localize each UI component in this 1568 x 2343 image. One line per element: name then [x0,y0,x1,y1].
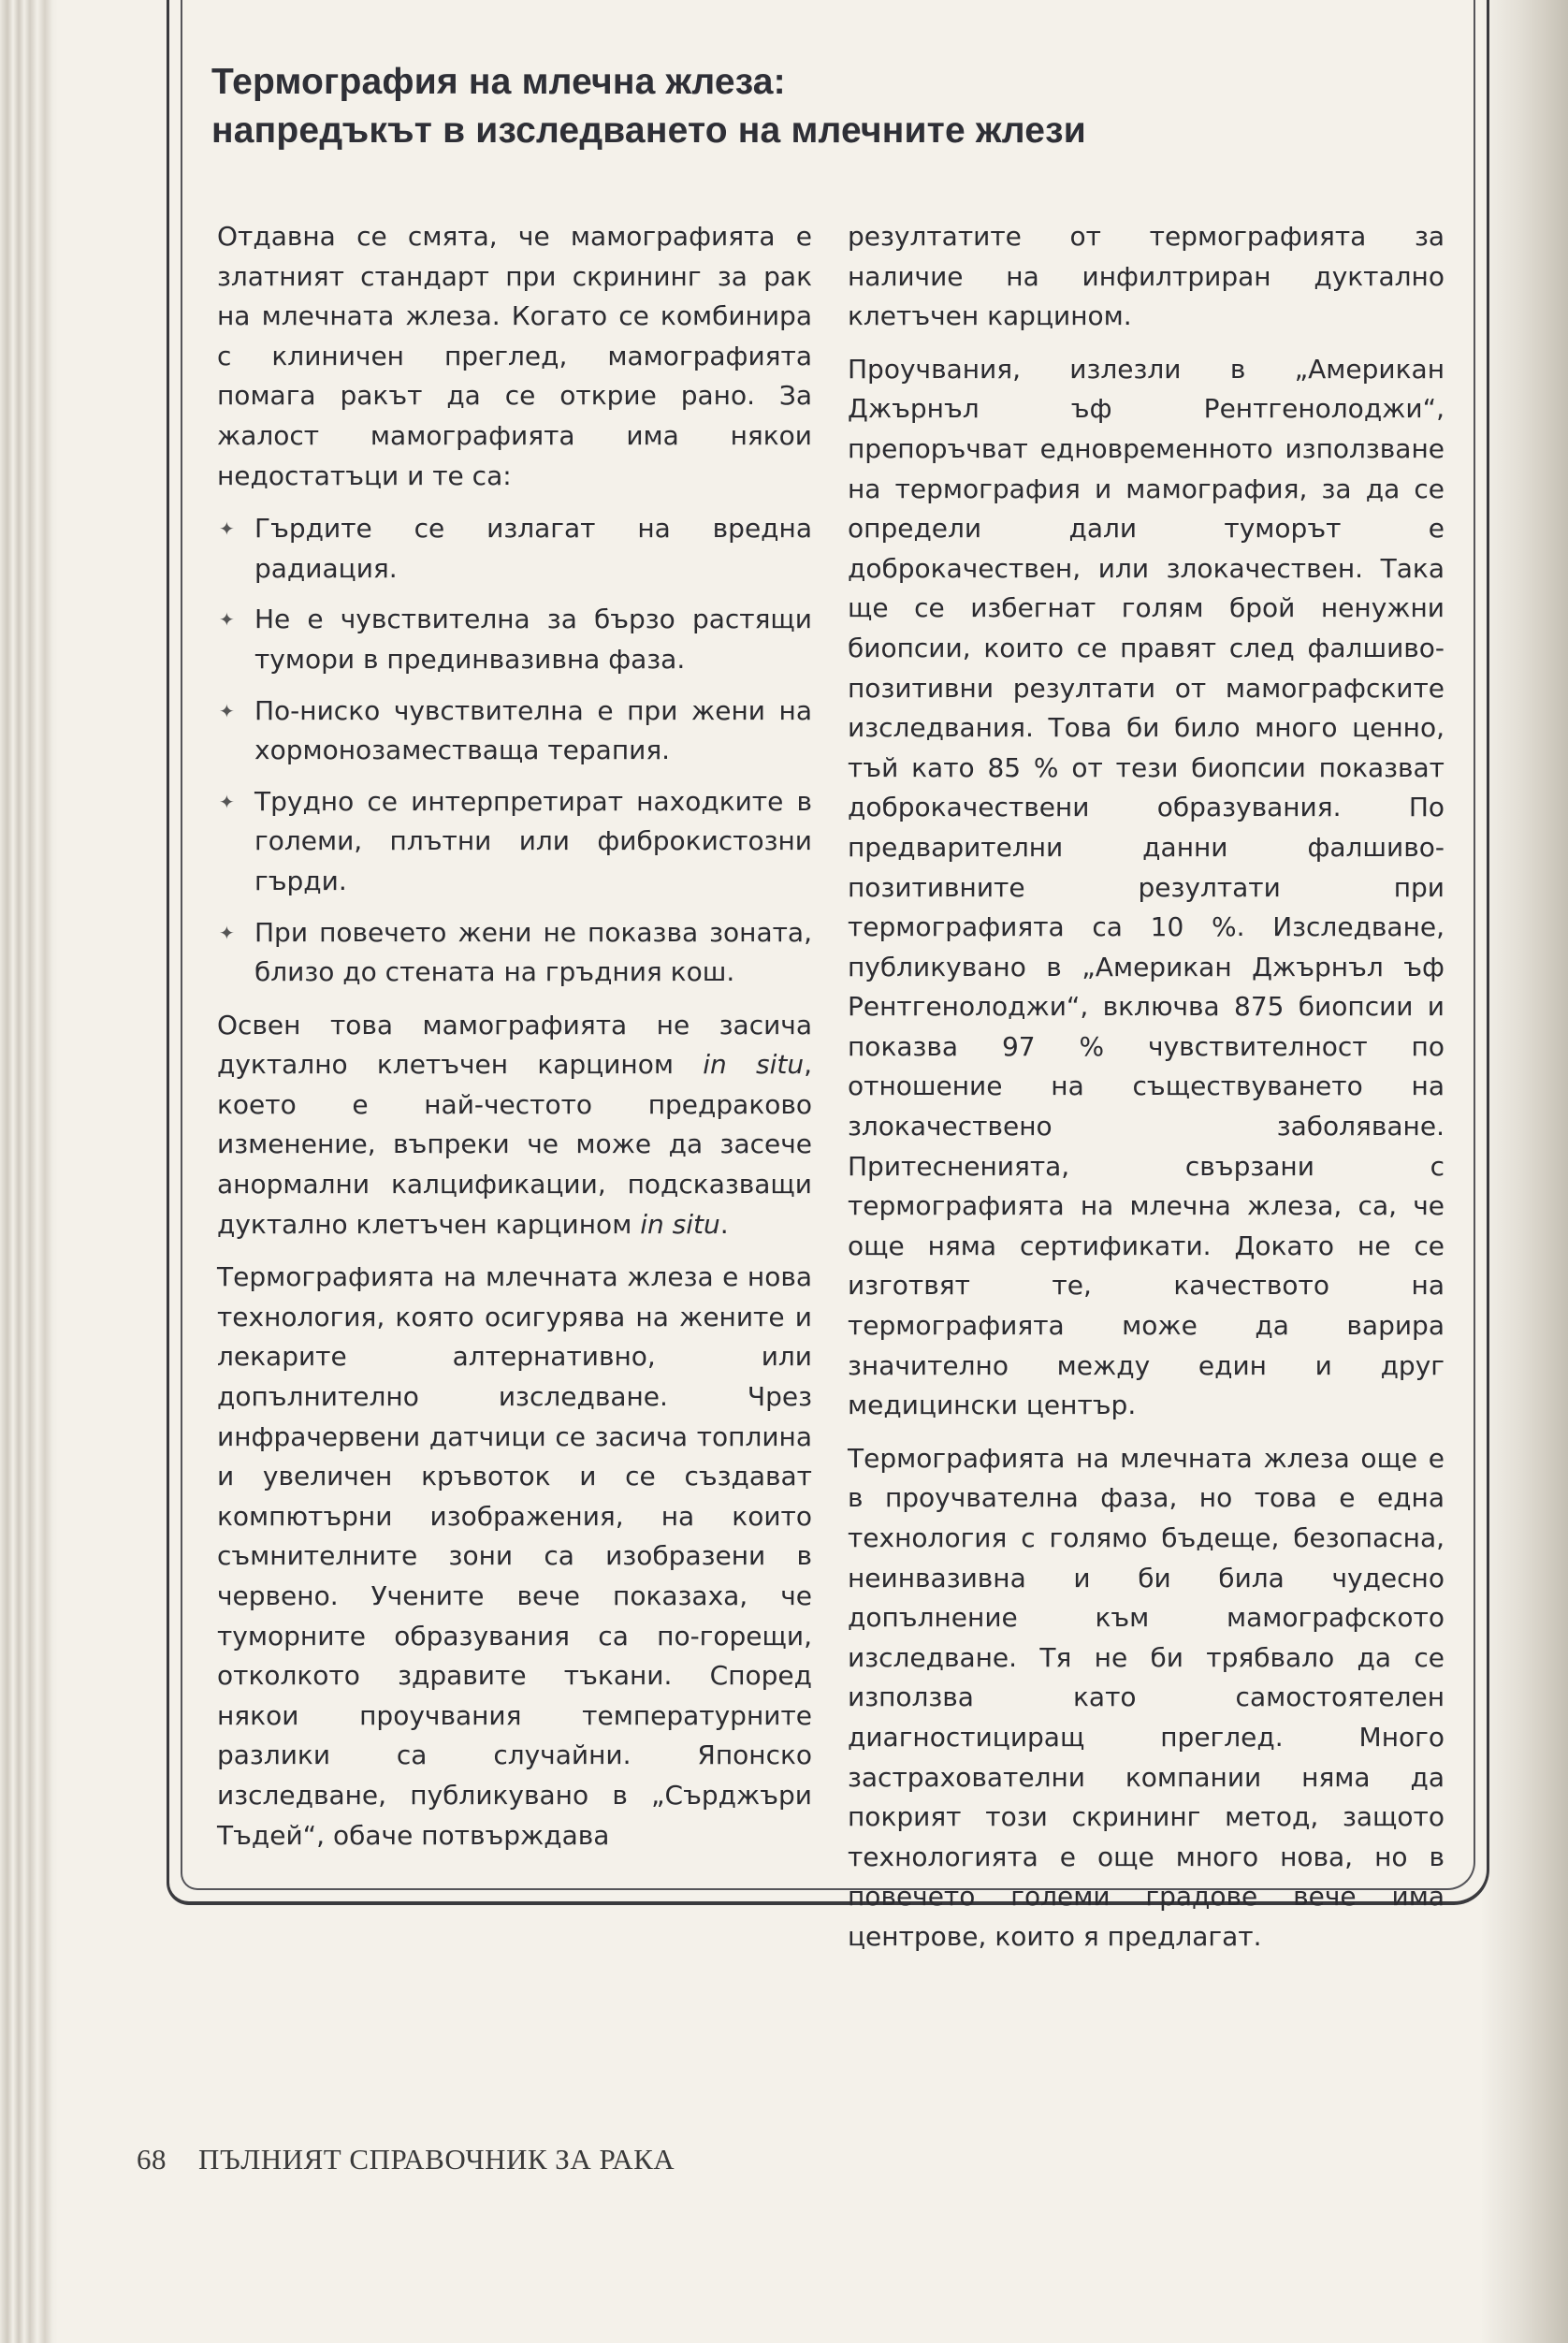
list-item-text: По-ниско чувствителна е при жени на хормонозаместваща терапия. [254,694,812,766]
list-item-text: Не е чувствителна за бързо растящи тумори в прединвазивна фаза. [254,604,812,675]
page-number: 68 [137,2143,167,2176]
list-item-text: Гърдите се излагат на вредна радиация. [254,513,812,584]
list-item-text: Трудно се интерпретират находките в големи, плътни или фиброкистозни гърди. [254,785,812,896]
text-run: . [719,1208,729,1240]
drawbacks-list [217,509,812,993]
italic-term: in situ [703,1049,805,1081]
diamond-bullet-icon: ✦ [219,921,235,944]
running-title: ПЪЛНИЯТ СПРАВОЧНИК ЗА РАКА [198,2143,675,2176]
right-column [848,217,1445,1971]
page-footer [137,2143,675,2176]
list-item [217,913,812,993]
continuation-paragraph: резултатите от термографията за наличие на инфилтриран дуктално клетъчен карцином. [848,221,1445,332]
page-edge-left [0,0,58,2343]
diamond-bullet-icon: ✦ [219,699,235,722]
article-title [211,58,1446,155]
italic-term: in situ [640,1208,720,1240]
title-line-1: Термография на млечна жлеза: [211,62,786,102]
list-item [217,782,812,902]
list-item [217,509,812,589]
text-run: Освен това мамографията не засича дуктално клетъчен карцином [217,1009,812,1081]
diamond-bullet-icon: ✦ [219,517,235,541]
diamond-bullet-icon: ✦ [219,608,235,632]
intro-paragraph: Отдавна се смята, че мамографията е златният стандарт при скрининг за рак на млечната жлеза. Когато се комбинира с клиничен преглед, мамографията помага ракът да се открие рано. За жалост мамографията има някои недостатъци и те са: [217,221,812,491]
list-item-text: При повечето жени не показва зоната, близо до стената на гръдния кош. [254,916,812,988]
list-item [217,691,812,771]
thermography-paragraph: Термографията на млечната жлеза е нова технология, която осигурява на жените и лекарите алтернативно, или допълнително изследване. Чрез инфрачервени датчици се засича топлина и увеличен кръвоток и се създават компютърни изображения, на които съмнителните зони са изобразени в червено. Учените вече показаха, че туморните образувания са по-горещи, отколкото здравите тъкани. Според някои проучвания температурните разлики са случайни. Японско изследване, публикувано в „Сърджъри Тъдей“, обаче потвърждава [217,1261,812,1851]
mammography-limits-paragraph [217,1006,812,1245]
title-line-2: напредъкът в изследването на млечните жлези [211,110,1086,151]
text-run: , което е най-честото предраково изменение, въпреки че може да засече анормални калцификации, подсказващи дуктално клетъчен карцином [217,1049,812,1240]
diamond-bullet-icon: ✦ [219,790,235,813]
list-item [217,600,812,679]
page-edge-right [1482,0,1568,2343]
conclusion-paragraph: Термографията на млечната жлеза още е в проучвателна фаза, но това е една технология с голямо бъдеще, безопасна, неинвазивна и би била чудесно допълнение към мамографското изследване. Тя не би трябвало да се използва като самостоятелен диагностициращ преглед. Много застрахователни компании няма да покрият този скрининг метод, защото технологията е още много нова, но в повечето големи градове вече има центрове, които я предлагат. [848,1442,1445,1952]
studies-paragraph: Проучвания, излезли в „Американ Джърнъл ъф Рентгенолоджи“, препоръчват едновременното използване на термография и мамография, за да се определи дали туморът е доброкачествен, или злокачествен. Така ще се избегнат голям брой ненужни биопсии, които се правят след фалшиво-позитивни резултати от мамографските изследвания. Това би било много ценно, тъй като 85 % от тези биопсии показват доброкачествени образувания. По предварителни данни фалшиво-позитивните резултати при термографията са 10 %. Изследване, публикувано в „Американ Джърнъл ъф Рентгенолоджи“, включва 875 биопсии и показва 97 % чувствителност по отношение на съществуването на злокачествено заболяване. Притесненията, свързани с термографията на млечна жлеза, са, че още няма сертификати. Докато не се изготвят те, качеството на термографията може да варира значително между един и друг медицински център. [848,353,1445,1421]
left-column [217,217,812,1869]
